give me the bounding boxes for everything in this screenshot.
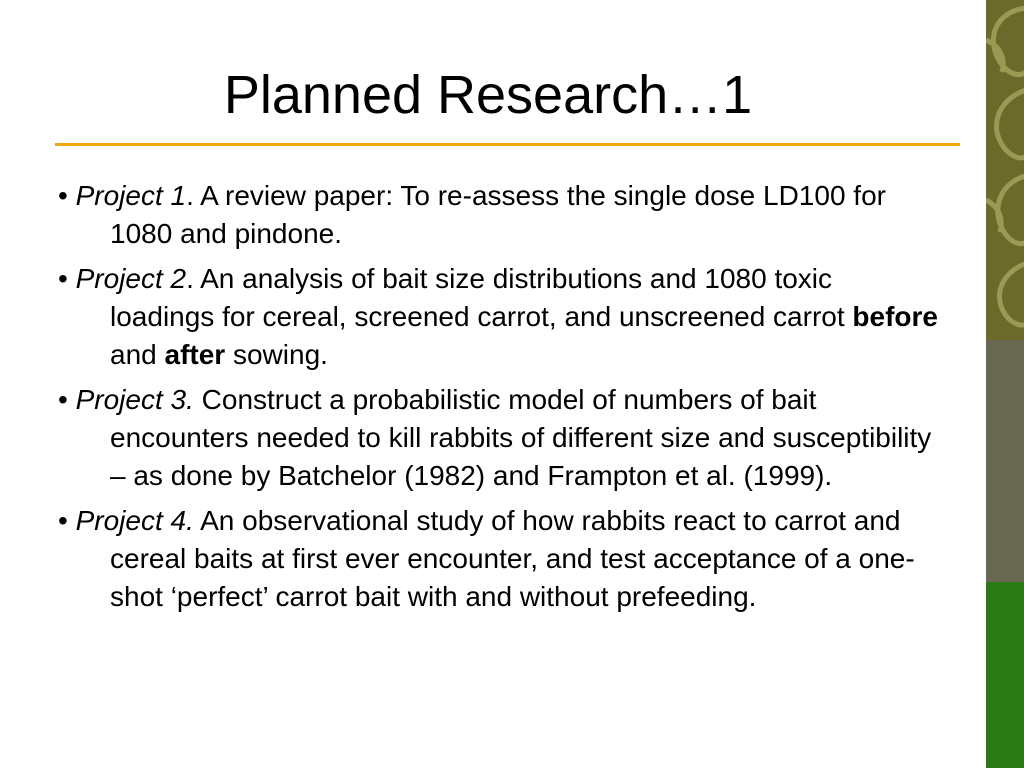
slide-title: Planned Research…1 (223, 65, 753, 125)
project-label: Project 1 (75, 180, 187, 211)
project-label: Project 4. (75, 505, 194, 536)
list-item-project-2 (58, 260, 938, 374)
project-description: An observational study of how rabbits react to carrot and cereal baits at first ever encounter, and test acceptance of a one-shot ‘perfect’ carrot bait with and without prefeeding. (110, 505, 915, 612)
side-strip-ornament (986, 0, 1024, 340)
emphasis-after: after (164, 339, 226, 370)
bullet-list (58, 177, 938, 623)
project-description: . A review paper: To re-assess the single dose LD100 for 1080 and pindone. (110, 180, 886, 249)
project-label: Project 3. (75, 384, 194, 415)
list-item-project-4 (58, 502, 938, 616)
side-strip-bottom (986, 582, 1024, 768)
project-description: . An analysis of bait size distributions and 1080 toxic loadings for cereal, screened carrot, and unscreened carrot (110, 263, 853, 332)
side-strip-middle (986, 340, 1024, 582)
list-item-project-3 (58, 381, 938, 495)
emphasis-before: before (852, 301, 938, 332)
bullet-marker: • (58, 384, 68, 415)
bullet-marker: • (58, 505, 68, 536)
project-description-mid: and (110, 339, 165, 370)
project-description-end: sowing. (225, 339, 328, 370)
spiral-ornament-icon (986, 0, 1024, 340)
bullet-marker: • (58, 180, 68, 211)
side-strip-gap (978, 0, 986, 768)
list-item-project-1 (58, 177, 938, 253)
title-divider (55, 143, 960, 146)
project-description: Construct a probabilistic model of numbers of bait encounters needed to kill rabbits of different size and susceptibility – as done by Batchelor (1982) and Frampton et al. (1999). (110, 384, 932, 491)
project-label: Project 2 (75, 263, 187, 294)
bullet-marker: • (58, 263, 68, 294)
